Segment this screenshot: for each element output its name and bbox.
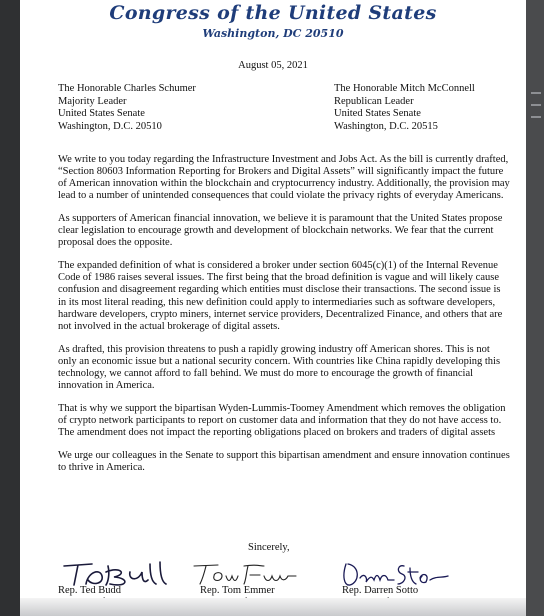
- recipient-line: Washington, D.C. 20515: [334, 120, 438, 132]
- letterhead: [20, 2, 526, 40]
- body-paragraph: The expanded definition of what is considered a broker under section 6045(c)(1) of the Internal Revenue Code of 1986 raises several issues. The first being that the broad definition is vague and will likely cause confusion and disagreement regarding which entities must disclose their transactions. The second issue is in its most literal reading, this new definition could apply to intermediaries such as software developers, hardware developers, crypto miners, internet service providers, Decentralized Finance, and others that are not involved in the actual brokerage of digital assets.: [58, 260, 503, 332]
- recipient-line: Washington, D.C. 20510: [58, 120, 162, 132]
- recipient-line: The Honorable Mitch McConnell: [334, 83, 475, 94]
- signer-name: Rep. Darren Sotto: [342, 585, 419, 596]
- letterhead-title: Congress of the United States: [109, 2, 437, 24]
- signer-name: Rep. Ted Budd: [58, 585, 121, 596]
- letterhead-location: Washington, DC 20510: [202, 27, 344, 40]
- signature-soto: [338, 558, 450, 588]
- scroll-mark: [531, 104, 541, 106]
- letter-body: [58, 154, 510, 485]
- signature-emmer: [190, 558, 302, 588]
- recipient-mcconnell: [334, 83, 475, 133]
- right-scrollbar[interactable]: [526, 0, 544, 616]
- left-background: [0, 0, 20, 616]
- scroll-mark: [531, 92, 541, 94]
- body-paragraph: We write to you today regarding the Infrastructure Investment and Jobs Act. As the bill is currently drafted, “Section 80603 Information Reporting for Brokers and Digital Assets” will significantly impact the future of American innovation within the blockchain and cryptocurrency industry. Additionally, the provision may lead to a number of unintended consequences that could violate the privacy rights of everyday Americans.: [58, 154, 510, 202]
- closing: Sincerely,: [248, 542, 290, 553]
- signer-name: Rep. Tom Emmer: [200, 585, 275, 596]
- scroll-mark: [531, 116, 541, 118]
- recipient-line: United States Senate: [334, 108, 421, 120]
- body-paragraph: As supporters of American financial innovation, we believe it is paramount that the United States propose clear legislation to encourage growth and development of blockchain networks. We fear that the current proposal does the opposite.: [58, 213, 503, 249]
- recipient-line: Republican Leader: [334, 95, 414, 107]
- body-paragraph: We urge our colleagues in the Senate to support this bipartisan amendment and ensure innovation continues to thrive in America.: [58, 449, 510, 473]
- recipient-line: The Honorable Charles Schumer: [58, 83, 196, 94]
- signature-budd: [58, 558, 170, 588]
- recipient-line: United States Senate: [58, 108, 145, 120]
- body-paragraph: As drafted, this provision threatens to push a rapidly growing industry off American shores. This is not only an economic issue but a national security concern. With countries like China rapidly developing this technology, we cannot afford to fall behind. We must do more to encourage the growth of financial innovation in America.: [58, 343, 501, 391]
- bottom-shadow: [20, 598, 526, 616]
- body-paragraph: That is why we support the bipartisan Wyden-Lummis-Toomey Amendment which removes the obligation of crypto network participants to report on customer data and information that they do not have access to. The amendment does not impact the reporting obligations placed on brokers and traders of digital assets: [58, 402, 506, 438]
- recipient-schumer: [58, 83, 196, 133]
- letter-date: August 05, 2021: [238, 60, 308, 71]
- letter-page: [20, 0, 526, 616]
- recipient-line: Majority Leader: [58, 95, 127, 107]
